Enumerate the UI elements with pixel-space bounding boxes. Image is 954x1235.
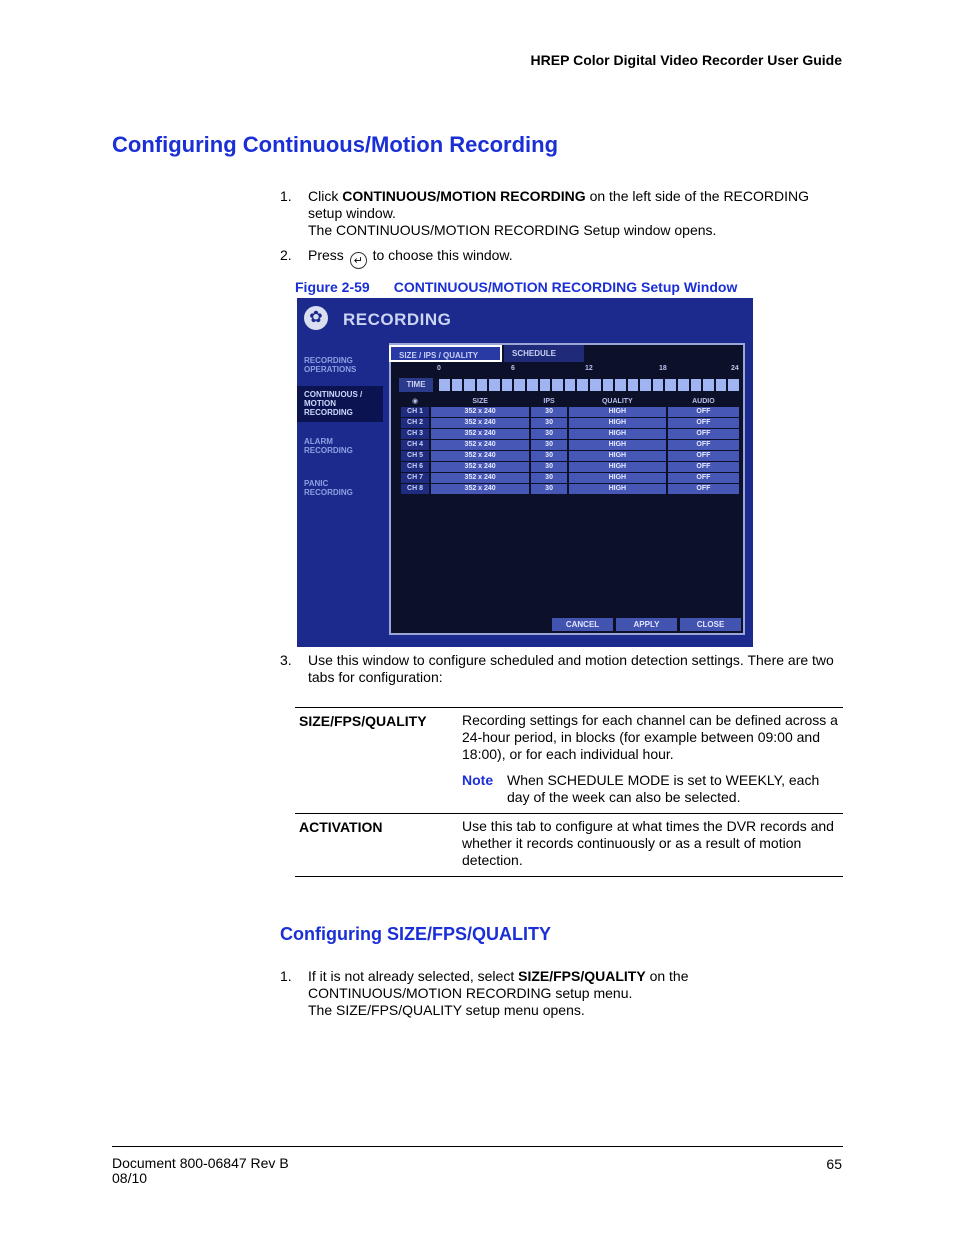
- quality-cell[interactable]: HIGH: [569, 462, 666, 472]
- channel-cell: CH 1: [401, 407, 429, 417]
- hour-block[interactable]: [590, 379, 601, 391]
- hour-block[interactable]: [703, 379, 714, 391]
- hour-block[interactable]: [691, 379, 702, 391]
- audio-cell[interactable]: OFF: [668, 429, 739, 439]
- hour-block[interactable]: [565, 379, 576, 391]
- step-3: [280, 652, 842, 686]
- time-label: TIME: [399, 378, 433, 392]
- table-row[interactable]: [401, 451, 739, 461]
- step-result: The CONTINUOUS/MOTION RECORDING Setup window opens.: [308, 222, 717, 238]
- running-header: HREP Color Digital Video Recorder User Guide: [530, 52, 842, 68]
- step-1-bottom: [280, 968, 842, 1019]
- figure-title: CONTINUOUS/MOTION RECORDING Setup Window: [393, 279, 738, 295]
- section-title: Configuring Continuous/Motion Recording: [112, 132, 559, 157]
- sidebar-label: RECORDING: [304, 356, 353, 365]
- sidebar-label: RECORDING: [304, 488, 353, 497]
- channel-cell: CH 4: [401, 440, 429, 450]
- ips-cell[interactable]: 30: [531, 407, 567, 417]
- channel-cell: CH 7: [401, 473, 429, 483]
- hour-block[interactable]: [728, 379, 739, 391]
- quality-cell[interactable]: HIGH: [569, 451, 666, 461]
- sidebar-item-panic-recording[interactable]: [297, 476, 383, 502]
- channel-cell: CH 5: [401, 451, 429, 461]
- camera-icon: ◉: [411, 398, 419, 405]
- step-text: to choose this window.: [372, 247, 513, 263]
- hour-block[interactable]: [527, 379, 538, 391]
- size-cell[interactable]: 352 x 240: [431, 418, 529, 428]
- ips-cell[interactable]: 30: [531, 451, 567, 461]
- sidebar-label: OPERATIONS: [304, 365, 357, 374]
- step-text: If it is not already selected, select: [308, 968, 519, 984]
- sidebar-label: RECORDING: [304, 446, 353, 455]
- channel-cell: CH 8: [401, 484, 429, 494]
- hour-block[interactable]: [615, 379, 626, 391]
- dvr-title: RECORDING: [343, 310, 452, 329]
- hour-tick: 6: [511, 365, 515, 372]
- channel-settings-table: [399, 395, 741, 495]
- quality-cell[interactable]: HIGH: [569, 418, 666, 428]
- note: [462, 772, 843, 806]
- hour-tick: 12: [585, 365, 593, 372]
- audio-cell[interactable]: OFF: [668, 473, 739, 483]
- sidebar-item-continuous-motion-recording[interactable]: [297, 386, 383, 422]
- size-cell[interactable]: 352 x 240: [431, 407, 529, 417]
- hour-block[interactable]: [477, 379, 488, 391]
- step-text: on the CONTINUOUS/MOTION RECORDING setup menu.: [308, 968, 689, 1001]
- hour-block[interactable]: [678, 379, 689, 391]
- audio-cell[interactable]: OFF: [668, 484, 739, 494]
- hour-block[interactable]: [464, 379, 475, 391]
- table-row[interactable]: [401, 407, 739, 417]
- hour-tick: 24: [731, 365, 739, 372]
- step-result: The SIZE/FPS/QUALITY setup menu opens.: [308, 1002, 585, 1018]
- hour-block[interactable]: [653, 379, 664, 391]
- definition-term: ACTIVATION: [299, 819, 383, 835]
- table-row[interactable]: [401, 429, 739, 439]
- hour-block[interactable]: [640, 379, 651, 391]
- film-reel-icon: ✿: [304, 306, 328, 330]
- quality-cell[interactable]: HIGH: [569, 407, 666, 417]
- table-header-row: [401, 396, 739, 406]
- footer-rule: [112, 1146, 843, 1147]
- sidebar-label: CONTINUOUS /: [304, 390, 363, 399]
- subsection-title: Configuring SIZE/FPS/QUALITY: [280, 924, 551, 944]
- ips-cell[interactable]: 30: [531, 484, 567, 494]
- sidebar-item-recording-operations[interactable]: [297, 352, 383, 378]
- sidebar-label: RECORDING: [304, 408, 353, 417]
- definition-term: SIZE/FPS/QUALITY: [299, 713, 427, 729]
- definition-row: [295, 707, 843, 813]
- apply-button[interactable]: APPLY: [616, 618, 677, 631]
- ips-cell[interactable]: 30: [531, 429, 567, 439]
- ips-cell[interactable]: 30: [531, 440, 567, 450]
- figure-number: Figure 2-59: [295, 279, 370, 295]
- tab-definition-table: [295, 707, 843, 877]
- hour-tick: 0: [437, 365, 441, 372]
- audio-cell[interactable]: OFF: [668, 440, 739, 450]
- ips-cell[interactable]: 30: [531, 462, 567, 472]
- hour-block[interactable]: [502, 379, 513, 391]
- table-row[interactable]: [401, 440, 739, 450]
- hour-block[interactable]: [540, 379, 551, 391]
- page-number: 65: [826, 1156, 842, 1172]
- table-row[interactable]: [401, 473, 739, 483]
- sidebar-label: PANIC: [304, 479, 329, 488]
- ips-cell[interactable]: 30: [531, 418, 567, 428]
- step-number: 2.: [280, 247, 292, 263]
- note-text: When SCHEDULE MODE is set to WEEKLY, each day of the week can also be selected.: [507, 772, 820, 805]
- definition-description: Recording settings for each channel can be defined across a 24-hour period, in blocks (for example between 09:00 and 18:00), or for each individual hour.: [462, 712, 838, 762]
- hour-block[interactable]: [603, 379, 614, 391]
- document-number: Document 800-06847 Rev B: [112, 1155, 289, 1171]
- size-cell[interactable]: 352 x 240: [431, 451, 529, 461]
- sidebar-label: MOTION: [304, 399, 336, 408]
- step-number: 1.: [280, 188, 292, 204]
- dvr-screenshot: [297, 298, 753, 647]
- column-header: QUALITY: [601, 397, 633, 405]
- table-row[interactable]: [401, 484, 739, 494]
- audio-cell[interactable]: OFF: [668, 418, 739, 428]
- step-text: Press: [308, 247, 344, 263]
- tab-schedule[interactable]: SCHEDULE: [504, 345, 584, 362]
- column-header: IPS: [543, 397, 555, 405]
- table-row[interactable]: [401, 418, 739, 428]
- quality-cell[interactable]: HIGH: [569, 473, 666, 483]
- channel-cell: CH 3: [401, 429, 429, 439]
- note-label: Note: [462, 772, 494, 788]
- step-1: [280, 188, 842, 239]
- size-cell[interactable]: 352 x 240: [431, 484, 529, 494]
- step-number: 3.: [280, 652, 292, 668]
- hour-block[interactable]: [452, 379, 463, 391]
- step-bold: CONTINUOUS/MOTION RECORDING: [342, 188, 586, 204]
- hour-block[interactable]: [489, 379, 500, 391]
- quality-cell[interactable]: HIGH: [569, 429, 666, 439]
- cancel-button[interactable]: CANCEL: [552, 618, 613, 631]
- step-text: Use this window to configure scheduled and motion detection settings. There are two tabs for configuration:: [308, 652, 834, 685]
- time-row: [399, 378, 741, 392]
- sidebar-item-alarm-recording[interactable]: [297, 434, 383, 460]
- step-text: on the left side of the RECORDING setup window.: [308, 188, 810, 221]
- hour-block[interactable]: [552, 379, 563, 391]
- hour-block[interactable]: [577, 379, 588, 391]
- definition-row: [295, 813, 843, 877]
- hour-tick: 18: [659, 365, 667, 372]
- column-header: AUDIO: [692, 397, 715, 405]
- size-cell[interactable]: 352 x 240: [431, 440, 529, 450]
- dvr-sidebar: [297, 342, 383, 647]
- audio-cell[interactable]: OFF: [668, 451, 739, 461]
- step-2: [280, 247, 842, 269]
- document-date: 08/10: [112, 1170, 148, 1186]
- column-header: SIZE: [472, 397, 488, 405]
- dvr-header: [297, 298, 753, 342]
- figure-caption: [295, 279, 737, 295]
- size-cell[interactable]: 352 x 240: [431, 429, 529, 439]
- size-cell[interactable]: 352 x 240: [431, 473, 529, 483]
- hour-block[interactable]: [716, 379, 727, 391]
- channel-cell: CH 2: [401, 418, 429, 428]
- ips-cell[interactable]: 30: [531, 473, 567, 483]
- tab-size-ips-quality[interactable]: SIZE / IPS / QUALITY: [389, 345, 502, 362]
- size-cell[interactable]: 352 x 240: [431, 462, 529, 472]
- enter-button-icon: ↵: [350, 252, 367, 269]
- table-row[interactable]: [401, 462, 739, 472]
- channel-cell: CH 6: [401, 462, 429, 472]
- footer-left: [112, 1156, 289, 1186]
- hour-ticks: [437, 365, 737, 375]
- quality-cell[interactable]: HIGH: [569, 484, 666, 494]
- step-number: 1.: [280, 968, 292, 984]
- audio-cell[interactable]: OFF: [668, 462, 739, 472]
- audio-cell[interactable]: OFF: [668, 407, 739, 417]
- definition-description: Use this tab to configure at what times the DVR records and whether it records continuously or as a result of motion detection.: [462, 818, 834, 868]
- hour-block-bar[interactable]: [439, 379, 739, 391]
- hour-block[interactable]: [514, 379, 525, 391]
- hour-block[interactable]: [439, 379, 450, 391]
- step-bold: SIZE/FPS/QUALITY: [518, 968, 646, 984]
- hour-block[interactable]: [628, 379, 639, 391]
- close-button[interactable]: CLOSE: [680, 618, 741, 631]
- sidebar-label: ALARM: [304, 437, 333, 446]
- step-text: Click: [308, 188, 343, 204]
- quality-cell[interactable]: HIGH: [569, 440, 666, 450]
- hour-block[interactable]: [665, 379, 676, 391]
